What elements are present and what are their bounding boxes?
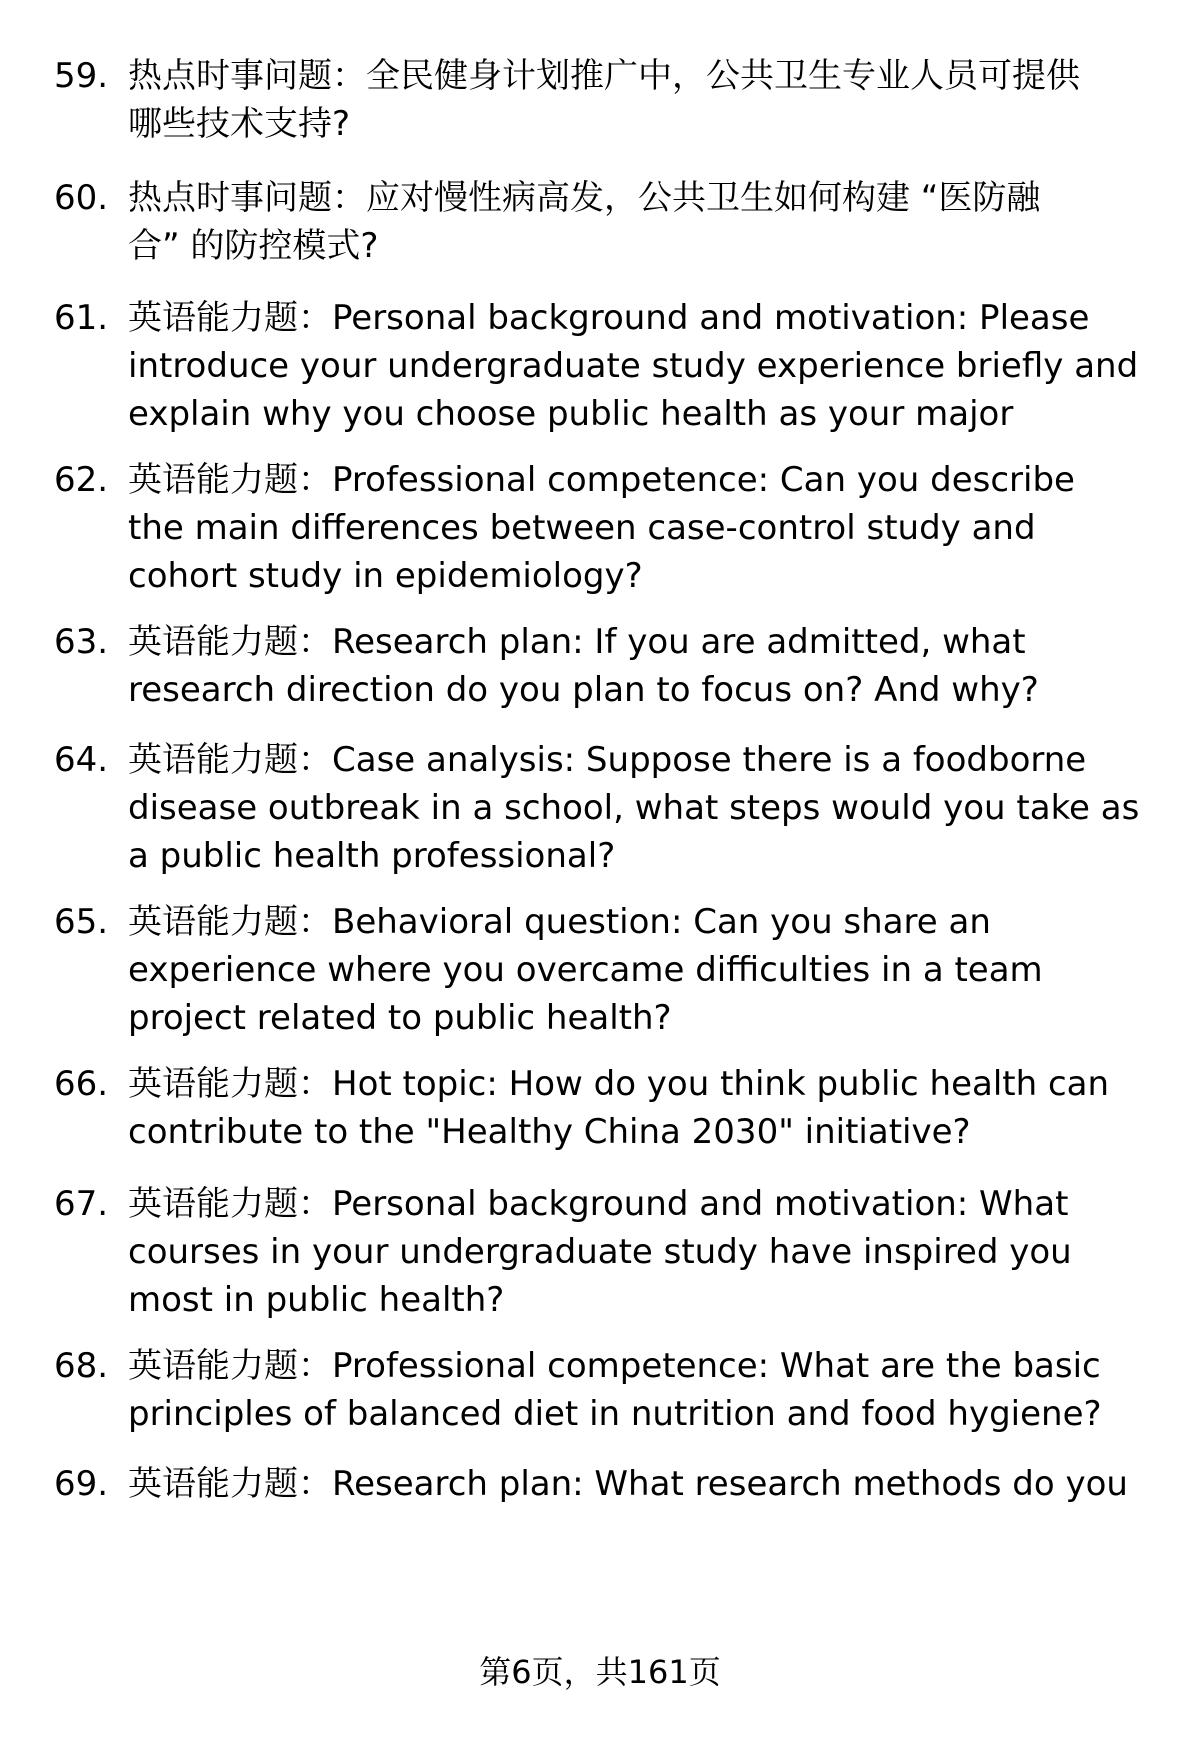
question-line: courses in your undergraduate study have inspired you: [128, 1232, 1072, 1272]
question-number: 60.: [54, 178, 109, 218]
question-number: 69.: [54, 1464, 109, 1504]
question-text: [128, 736, 1200, 880]
question-number: 63.: [54, 622, 109, 662]
question-line: research direction do you plan to focus on? And why?: [128, 670, 1039, 710]
question-line: 英语能力题：Personal background and motivation: What: [128, 1184, 1069, 1224]
question-line: 哪些技术支持?: [128, 104, 351, 144]
question-line: a public health professional?: [128, 836, 616, 876]
question-text: [128, 294, 1200, 438]
question-text: [128, 1460, 1200, 1508]
question-number: 66.: [54, 1064, 109, 1104]
question-line: cohort study in epidemiology?: [128, 556, 643, 596]
question-number: 62.: [54, 460, 109, 500]
question-number: 65.: [54, 902, 109, 942]
question-text: [128, 618, 1200, 714]
question-line: 英语能力题：Personal background and motivation: Please: [128, 298, 1090, 338]
question-text: [128, 898, 1200, 1042]
question-line: most in public health?: [128, 1280, 505, 1320]
question-line: contribute to the "Healthy China 2030" initiative?: [128, 1112, 971, 1152]
question-line: 英语能力题：Hot topic: How do you think public health can: [128, 1064, 1110, 1104]
question-number: 67.: [54, 1184, 109, 1224]
question-text: [128, 52, 1200, 148]
question-line: explain why you choose public health as your major: [128, 394, 1014, 434]
question-number: 61.: [54, 298, 109, 338]
question-line: introduce your undergraduate study experience briefly and: [128, 346, 1139, 386]
question-line: experience where you overcame difficulties in a team: [128, 950, 1043, 990]
question-text: [128, 174, 1200, 270]
question-number: 64.: [54, 740, 109, 780]
question-line: 热点时事问题：全民健身计划推广中，公共卫生专业人员可提供: [128, 56, 1080, 96]
question-number: 59.: [54, 56, 109, 96]
page-footer: 第6页，共161页: [479, 1653, 721, 1691]
question-line: 合” 的防控模式?: [128, 226, 379, 266]
question-line: 英语能力题：Behavioral question: Can you share an: [128, 902, 991, 942]
question-line: 英语能力题：Professional competence: Can you describe: [128, 460, 1075, 500]
question-number: 68.: [54, 1346, 109, 1386]
question-line: 英语能力题：Research plan: What research methods do you: [128, 1464, 1128, 1504]
question-line: project related to public health?: [128, 998, 672, 1038]
question-text: [128, 456, 1200, 600]
question-line: 英语能力题：Professional competence: What are the basic: [128, 1346, 1101, 1386]
question-line: principles of balanced diet in nutrition and food hygiene?: [128, 1394, 1102, 1434]
question-text: [128, 1180, 1200, 1324]
question-line: the main differences between case-control study and: [128, 508, 1036, 548]
question-text: [128, 1342, 1200, 1438]
question-line: disease outbreak in a school, what steps would you take as: [128, 788, 1140, 828]
question-text: [128, 1060, 1200, 1156]
question-line: 英语能力题：Research plan: If you are admitted, what: [128, 622, 1026, 662]
question-line: 热点时事问题：应对慢性病高发，公共卫生如何构建 “医防融: [128, 178, 1041, 218]
question-line: 英语能力题：Case analysis: Suppose there is a foodborne: [128, 740, 1087, 780]
